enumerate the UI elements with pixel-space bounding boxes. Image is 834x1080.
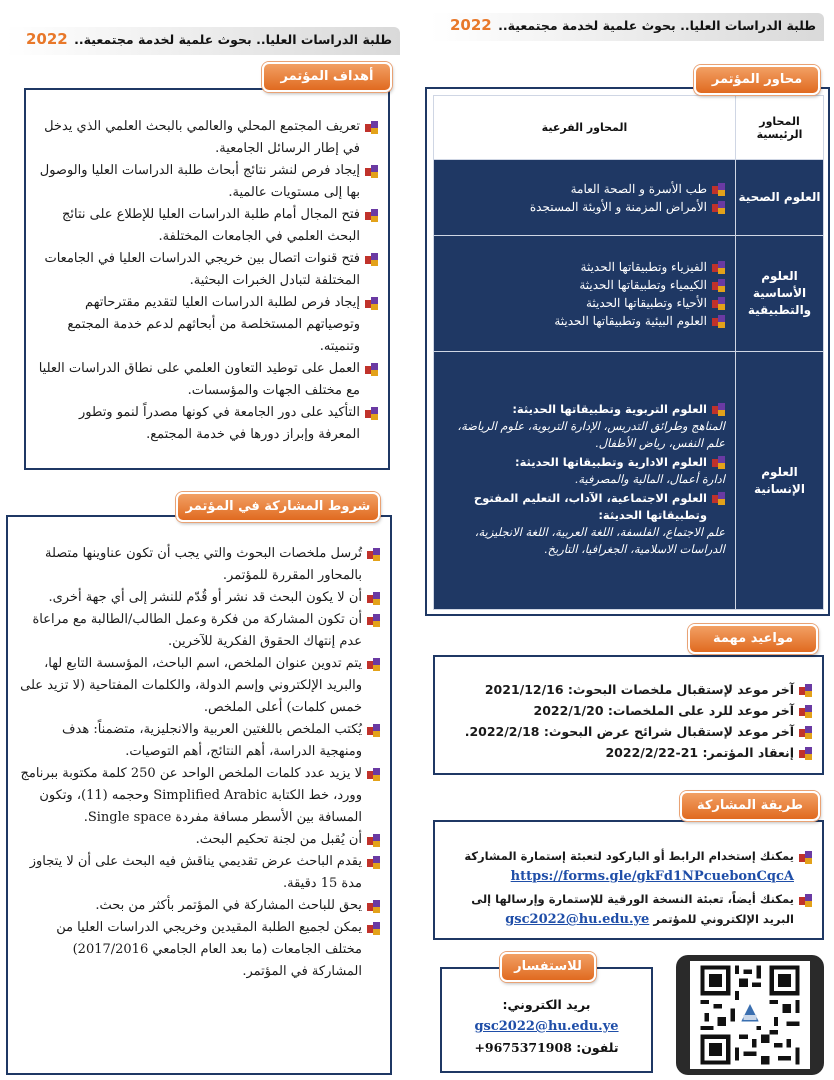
axis-basic: العلوم الأساسية والتطبيقية xyxy=(736,236,824,352)
list-item: يُكتب الملخص باللغتين العربية والانجليزية، متضمناً: هدف ومنهجية الدراسة، أهم النتائج، أهم التوصيات. xyxy=(20,719,382,763)
method-list xyxy=(443,846,814,930)
list-item: التأكيد على دور الجامعة في كونها مصدراً لنمو وتطور المعرفة وإبراز دورها في خدمة المجتمع. xyxy=(38,402,380,446)
bullet-icon xyxy=(799,684,812,697)
list-item: يمكنك أيضاً، تعبئة النسخة الورقية للإستمارة وإرسالها إلى البريد الإلكتروني للمؤتمر gsc2022@hu.edu.ye xyxy=(443,889,814,930)
list-item: يتم تدوين عنوان الملخص، اسم الباحث، المؤسسة التابع لها، والبريد الإلكتروني وإسم الدولة، والكلمات المفتاحية (لا تزيد على خمس كلمات) أعلى الملخص. xyxy=(20,653,382,719)
right-header-bar xyxy=(430,13,824,41)
axes-title: محاور المؤتمر xyxy=(694,65,820,95)
bullet-icon xyxy=(367,724,380,737)
bullet-icon xyxy=(365,209,378,222)
form-link[interactable]: https://forms.gle/gkFd1NPcuebonCqcA xyxy=(510,869,794,884)
bullet-icon xyxy=(799,894,812,907)
list-item: يحق للباحث المشاركة في المؤتمر بأكثر من بحث. xyxy=(20,895,382,917)
list-item: إنعقاد المؤتمر: 21-2022/2/22 xyxy=(443,742,814,763)
bullet-icon xyxy=(712,315,725,328)
list-item: الكيمياء وتطبيقاتها الحديثة xyxy=(442,276,725,294)
dates-panel xyxy=(433,655,824,775)
inquiry-email-label: بريد الكتروني: xyxy=(502,997,591,1012)
header-year-left: 2022 xyxy=(26,30,68,48)
bullet-icon xyxy=(799,747,812,760)
header-title-left: طلبة الدراسات العليا.. بحوث علمية لخدمة مجتمعية.. xyxy=(74,32,392,47)
list-item: يمكن لجميع الطلبة المقيدين وخريجي الدراسات العليا من مختلف الجامعات (ما بعد العام الجامعي 2017/2016) المشاركة في المؤتمر. xyxy=(20,917,382,983)
bullet-icon xyxy=(799,851,812,864)
inquiry-panel xyxy=(440,967,653,1073)
inquiry-email-link[interactable]: gsc2022@hu.edu.ye xyxy=(474,1019,619,1034)
bullet-icon xyxy=(712,297,725,310)
column-header-sub: المحاور الفرعية xyxy=(434,96,736,160)
goals-title: أهداف المؤتمر xyxy=(262,62,392,92)
bullet-icon xyxy=(712,183,725,196)
bullet-icon xyxy=(712,456,725,469)
goals-panel xyxy=(24,88,390,470)
axis-health-subs xyxy=(434,160,736,236)
bullet-icon xyxy=(367,922,380,935)
bullet-icon xyxy=(367,548,380,561)
dates-list xyxy=(443,679,814,763)
bullet-icon xyxy=(365,363,378,376)
qr-code-icon[interactable] xyxy=(690,961,810,1069)
bullet-icon xyxy=(712,279,725,292)
list-item: آخر موعد للرد على الملخصات: 2022/1/20 xyxy=(443,700,814,721)
bullet-icon xyxy=(367,900,380,913)
conditions-panel xyxy=(6,515,392,1075)
bullet-icon xyxy=(799,726,812,739)
header-title: طلبة الدراسات العليا.. بحوث علمية لخدمة مجتمعية.. xyxy=(498,18,816,33)
dates-title: مواعيد مهمة xyxy=(688,624,818,654)
list-item: يمكنك إستخدام الرابط أو الباركود لتعبئة إستمارة المشاركة https://forms.gle/gkFd1NPcuebonCqcA xyxy=(443,846,814,887)
axis-human-subs xyxy=(434,352,736,610)
bullet-icon xyxy=(367,856,380,869)
phone-label: تلفون: xyxy=(576,1040,619,1055)
goals-list xyxy=(38,116,380,446)
list-item: فتح المجال أمام طلبة الدراسات العليا للإطلاع على نتائج البحث العلمي في الجامعات المختلفة. xyxy=(38,204,380,248)
bullet-icon xyxy=(365,165,378,178)
list-item: تعريف المجتمع المحلي والعالمي بالبحث العلمي الذي يدخل في إطار الرسائل الجامعية. xyxy=(38,116,380,160)
table-row xyxy=(434,160,824,236)
list-item: آخر موعد لإستقبال شرائح عرض البحوث: 2022/2/18. xyxy=(443,721,814,742)
left-header-bar xyxy=(6,27,400,55)
bullet-icon xyxy=(367,658,380,671)
group-title: العلوم التربوية وتطبيقاتها الحديثة: xyxy=(442,401,725,418)
bullet-icon xyxy=(712,403,725,416)
list-item: طب الأسرة و الصحة العامة xyxy=(442,180,725,198)
group-description: علم الاجتماع، الفلسفة، اللغة العربية، اللغة الانجليزية، الدراسات الاسلامية، الجغرافيا، التاريخ. xyxy=(474,525,725,556)
list-item: تُرسل ملخصات البحوث والتي يجب أن تكون عناوينها متصلة بالمحاور المقررة للمؤتمر. xyxy=(20,543,382,587)
table-row xyxy=(434,352,824,610)
list-item: العلوم البيئية وتطبيقاتها الحديثة xyxy=(442,312,725,330)
list-item: إيجاد فرص لنشر نتائج أبحاث طلبة الدراسات العليا والوصول بها إلى مستويات عالمية. xyxy=(38,160,380,204)
bullet-icon xyxy=(365,407,378,420)
email-link[interactable]: gsc2022@hu.edu.ye xyxy=(505,912,650,927)
list-item: يقدم الباحث عرض تقديمي يناقش فيه البحث على أن لا يتجاوز مدة 15 دقيقة. xyxy=(20,851,382,895)
bullet-icon xyxy=(365,121,378,134)
bullet-icon xyxy=(712,492,725,505)
qr-code-frame xyxy=(676,955,824,1075)
axis-health: العلوم الصحية xyxy=(736,160,824,236)
bullet-icon xyxy=(365,253,378,266)
bullet-icon xyxy=(799,705,812,718)
list-item: لا يزيد عدد كلمات الملخص الواحد عن 250 كلمة مكتوبة ببرنامج وورد، خط الكتابة Simplified Arabic وحجمه (11)، وتكون المسافة بين الأسطر مسافة مفردة Single space. xyxy=(20,763,382,829)
list-item: العمل على توطيد التعاون العلمي على نطاق الدراسات العليا مع مختلف الجهات والمؤسسات. xyxy=(38,358,380,402)
bullet-icon xyxy=(712,261,725,274)
column-header-main: المحاور الرئيسية xyxy=(736,96,824,160)
list-item: أن لا يكون البحث قد نشر أو قُدّم للنشر إلى أي جهة أخرى. xyxy=(20,587,382,609)
group-title: العلوم الادارية وتطبيقاتها الحديثة: xyxy=(442,454,725,471)
bullet-icon xyxy=(367,768,380,781)
bullet-icon xyxy=(367,614,380,627)
axes-table xyxy=(433,95,824,610)
axis-basic-subs xyxy=(434,236,736,352)
list-item: الأحياء وتطبيقاتها الحديثة xyxy=(442,294,725,312)
table-row xyxy=(434,236,824,352)
bullet-icon xyxy=(367,592,380,605)
list-item: أن تكون المشاركة من فكرة وعمل الطالب/الطالبة مع مراعاة عدم إنتهاك الحقوق الفكرية للآخرين. xyxy=(20,609,382,653)
conditions-list xyxy=(20,543,382,983)
bullet-icon xyxy=(712,201,725,214)
axis-human: العلوم الإنسانية xyxy=(736,352,824,610)
phone-number: +9675371908 xyxy=(474,1040,572,1055)
group-description: المناهج وطرائق التدريس، الإدارة التربوية، علوم الرياضة، علم النفس، رياض الأطفال. xyxy=(457,419,725,450)
list-item: إيجاد فرص لطلبة الدراسات العليا لتقديم مقترحاتهم وتوصياتهم المستخلصة من أبحاثهم لدعم خدمة المجتمع وتنميته. xyxy=(38,292,380,358)
header-year: 2022 xyxy=(450,16,492,34)
list-item: الفيزياء وتطبيقاتها الحديثة xyxy=(442,258,725,276)
list-item: آخر موعد لإستقبال ملخصات البحوث: 2021/12/16 xyxy=(443,679,814,700)
conditions-title: شروط المشاركة في المؤتمر xyxy=(176,492,380,522)
inquiry-title: للاستفسار xyxy=(500,952,596,982)
group-title: العلوم الاجتماعية، الآداب، التعليم المفتوح وتطبيقاتها الحديثة: xyxy=(442,490,725,524)
list-item: أن يُقبل من لجنة تحكيم البحث. xyxy=(20,829,382,851)
bullet-icon xyxy=(367,834,380,847)
list-item: فتح قنوات اتصال بين خريجي الدراسات العليا في الجامعات المختلفة لتبادل الخبرات البحثية. xyxy=(38,248,380,292)
list-item: الأمراض المزمنة و الأوبئة المستجدة xyxy=(442,198,725,216)
method-panel xyxy=(433,820,824,940)
group-description: ادارة أعمال، المالية والمصرفية. xyxy=(574,472,725,486)
bullet-icon xyxy=(365,297,378,310)
method-title: طريقة المشاركة xyxy=(680,791,820,821)
